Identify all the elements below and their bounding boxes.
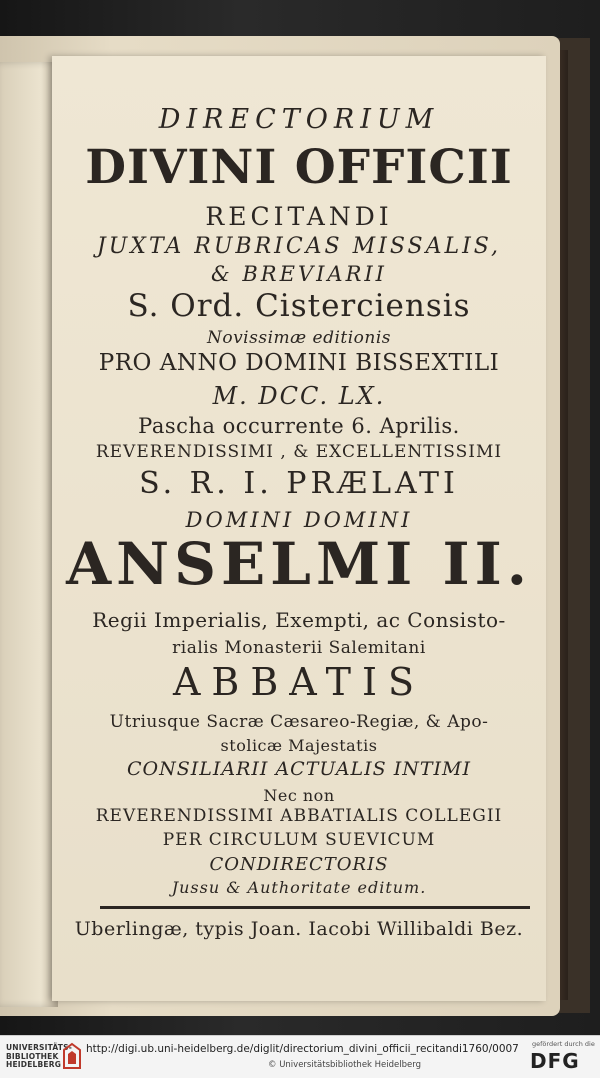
- title-line-editionis: Novissimæ editionis: [206, 328, 392, 348]
- logo-text-line: BIBLIOTHEK: [6, 1051, 59, 1061]
- imprint-divider: [100, 906, 530, 909]
- permalink-url[interactable]: http://digi.ub.uni-heidelberg.de/diglit/directorium_divini_officii_recitandi1760/0007: [86, 1043, 519, 1055]
- ub-seal-icon: [62, 1042, 82, 1070]
- logo-text-line: HEIDELBERG: [6, 1060, 62, 1069]
- title-line-pascha: Pascha occurrente 6. Aprilis.: [138, 414, 460, 438]
- title-line-recitandi: RECITANDI: [205, 202, 393, 231]
- title-page: [52, 56, 546, 1001]
- title-line-divini-officii: DIVINI OFFICII: [85, 140, 513, 195]
- left-page: [0, 62, 58, 1007]
- title-line-domini: DOMINI DOMINI: [185, 508, 413, 532]
- title-line-directorium: DIRECTORIUM: [158, 104, 440, 135]
- imprint-line: Uberlingæ, typis Joan. Iacobi Willibaldi Bez.: [74, 918, 524, 940]
- title-line-utriusque: Utriusque Sacræ Cæsareo-Regiæ, & Apo-: [109, 712, 489, 732]
- funding-note: gefördert durch die: [532, 1040, 595, 1048]
- title-line-nec-non: Nec non: [263, 786, 335, 805]
- title-line-consiliarii: CONSILIARII ACTUALIS INTIMI: [127, 758, 471, 780]
- logo-text-line: UNIVERSITÄTS-: [6, 1043, 73, 1052]
- title-line-praelati: S. R. I. PRÆLATI: [139, 466, 459, 501]
- dfg-logo[interactable]: DFG: [530, 1049, 580, 1073]
- viewer-footer: [0, 1035, 600, 1078]
- title-line-pro-anno: PRO ANNO DOMINI BISSEXTILI: [98, 350, 500, 376]
- title-line-condirectoris: CONDIRECTORIS: [209, 854, 389, 875]
- title-line-reverendissimi: REVERENDISSIMI , & EXCELLENTISSIMI: [95, 442, 503, 462]
- title-line-abbatis: ABBATIS: [172, 660, 426, 704]
- title-line-circulum: PER CIRCULUM SUEVICUM: [162, 830, 436, 850]
- title-line-year: M. DCC. LX.: [212, 382, 386, 410]
- title-line-regii: Regii Imperialis, Exempti, ac Consisto-: [92, 608, 506, 632]
- title-line-collegii: REVERENDISSIMI ABBATIALIS COLLEGII: [95, 806, 503, 826]
- copyright-notice: © Universitätsbibliothek Heidelberg: [268, 1060, 422, 1070]
- title-line-juxta-rubricas: JUXTA RUBRICAS MISSALIS,: [96, 234, 502, 259]
- title-line-breviarii: & BREVIARII: [211, 262, 387, 286]
- title-line-majestatis: stolicæ Majestatis: [220, 736, 378, 755]
- title-line-ordo: S. Ord. Cisterciensis: [127, 288, 471, 324]
- title-line-jussu: Jussu & Authoritate editum.: [171, 878, 427, 897]
- title-line-anselmi: ANSELMI II.: [66, 530, 532, 598]
- title-line-monasterii: rialis Monasterii Salemitani: [172, 638, 426, 658]
